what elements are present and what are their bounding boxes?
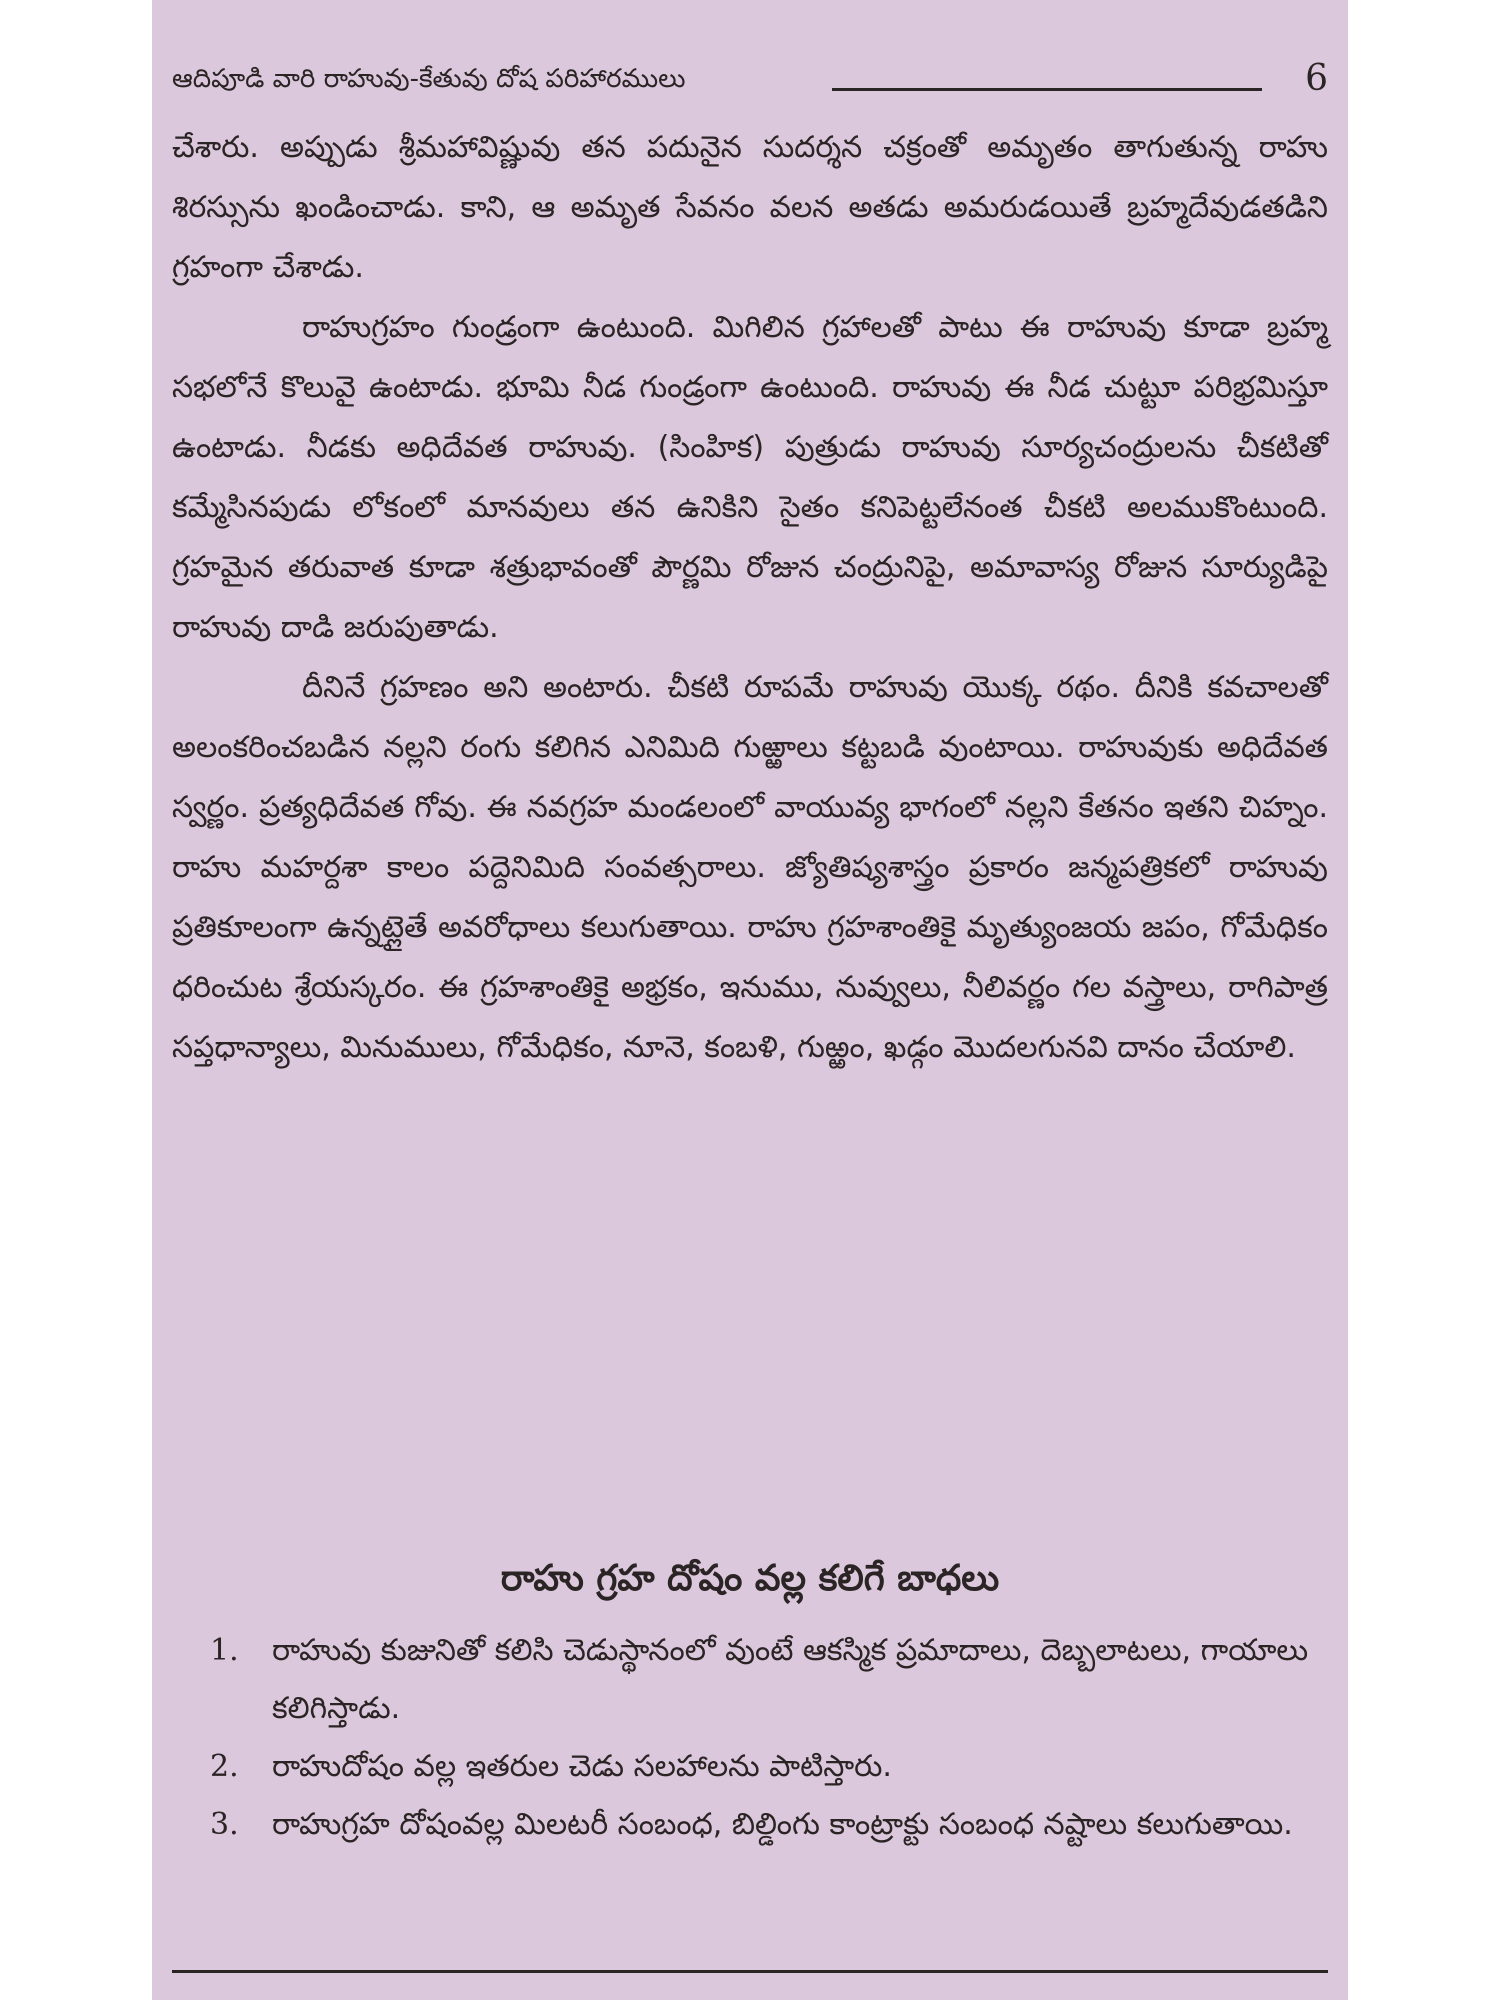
paragraph-1: చేశారు. అప్పుడు శ్రీమహావిష్ణువు తన పదునైన సుదర్శన చక్రంతో అమృతం తాగుతున్న రాహు శిరస్సును ఖండించాడు. కాని, ఆ అమృత సేవనం వలన అతడు అమరుడయితే బ్రహ్మదేవుడతడిని గ్రహంగా చేశాడు.: [172, 130, 1328, 285]
section-heading: రాహు గ్రహ దోషం వల్ల కలిగే బాధలు: [500, 1558, 1000, 1599]
paragraph-2: రాహుగ్రహం గుండ్రంగా ఉంటుంది. మిగిలిన గ్రహాలతో పాటు ఈ రాహువు కూడా బ్రహ్మ సభలోనే కొలువై ఉంటాడు. భూమి నీడ గుండ్రంగా ఉంటుంది. రాహువు ఈ నీడ చుట్టూ పరిభ్రమిస్తూ ఉంటాడు. నీడకు అధిదేవత రాహువు. (సింహిక) పుత్రుడు రాహువు సూర్యచంద్రులను చీకటితో కమ్మేసినపుడు లోకంలో మానవులు తన ఉనికిని సైతం కనిపెట్టలేనంత చీకటి అలముకొంటుంది. గ్రహమైన తరువాత కూడా శత్రుభావంతో పౌర్ణమి రోజున చంద్రునిపై, అమావాస్య రోజున సూర్యుడిపై రాహువు దాడి జరుపుతాడు.: [172, 310, 1328, 645]
list-item: [172, 1738, 1328, 1796]
list-item-text: రాహుగ్రహ దోషంవల్ల మిలటరీ సంబంధ, బిల్డింగు కాంట్రాక్టు సంబంధ నష్టాలు కలుగుతాయి.: [272, 1807, 1293, 1842]
list-item-text: రాహువు కుజునితో కలిసి చెడుస్థానంలో వుంటే ఆకస్మిక ప్రమాదాలు, దెబ్బలాటలు, గాయాలు కలిగిస్తాడు.: [272, 1633, 1309, 1726]
numbered-list: [172, 1622, 1328, 1854]
body-text: [172, 118, 1328, 1078]
header-rule: [832, 88, 1262, 91]
running-title: ఆదిపూడి వారి రాహువు-కేతువు దోష పరిహారములు: [172, 64, 686, 94]
list-item-number: 3.: [210, 1807, 239, 1842]
list-item: [172, 1622, 1328, 1738]
book-page: [152, 0, 1348, 2000]
list-item-number: 2.: [210, 1749, 239, 1784]
paragraph-3: దీనినే గ్రహణం అని అంటారు. చీకటి రూపమే రాహువు యొక్క రథం. దీనికి కవచాలతో అలంకరించబడిన నల్లని రంగు కలిగిన ఎనిమిది గుఱ్ఱాలు కట్టబడి వుంటాయి. రాహువుకు అధిదేవత స్వర్ణం. ప్రత్యధిదేవత గోవు. ఈ నవగ్రహ మండలంలో వాయువ్య భాగంలో నల్లని కేతనం ఇతని చిహ్నం. రాహు మహర్దశా కాలం పద్దెనిమిది సంవత్సరాలు. జ్యోతిష్యశాస్త్రం ప్రకారం జన్మపత్రికలో రాహువు ప్రతికూలంగా ఉన్నట్లైతే అవరోధాలు కలుగుతాయి. రాహు గ్రహశాంతికై మృత్యుంజయ జపం, గోమేధికం ధరించుట శ్రేయస్కరం. ఈ గ్రహశాంతికై అభ్రకం, ఇనుము, నువ్వులు, నీలివర్ణం గల వస్త్రాలు, రాగిపాత్ర సప్తధాన్యాలు, మినుములు, గోమేధికం, నూనె, కంబళి, గుఱ్ఱం, ఖడ్గం మొదలగునవి దానం చేయాలి.: [172, 670, 1328, 1065]
list-item: [172, 1796, 1328, 1854]
footer-rule: [172, 1970, 1328, 1973]
page-header: [172, 58, 1328, 110]
list-item-text: రాహుదోషం వల్ల ఇతరుల చెడు సలహాలను పాటిస్తారు.: [272, 1749, 892, 1784]
page-number: 6: [1305, 58, 1328, 99]
list-item-number: 1.: [210, 1633, 239, 1668]
